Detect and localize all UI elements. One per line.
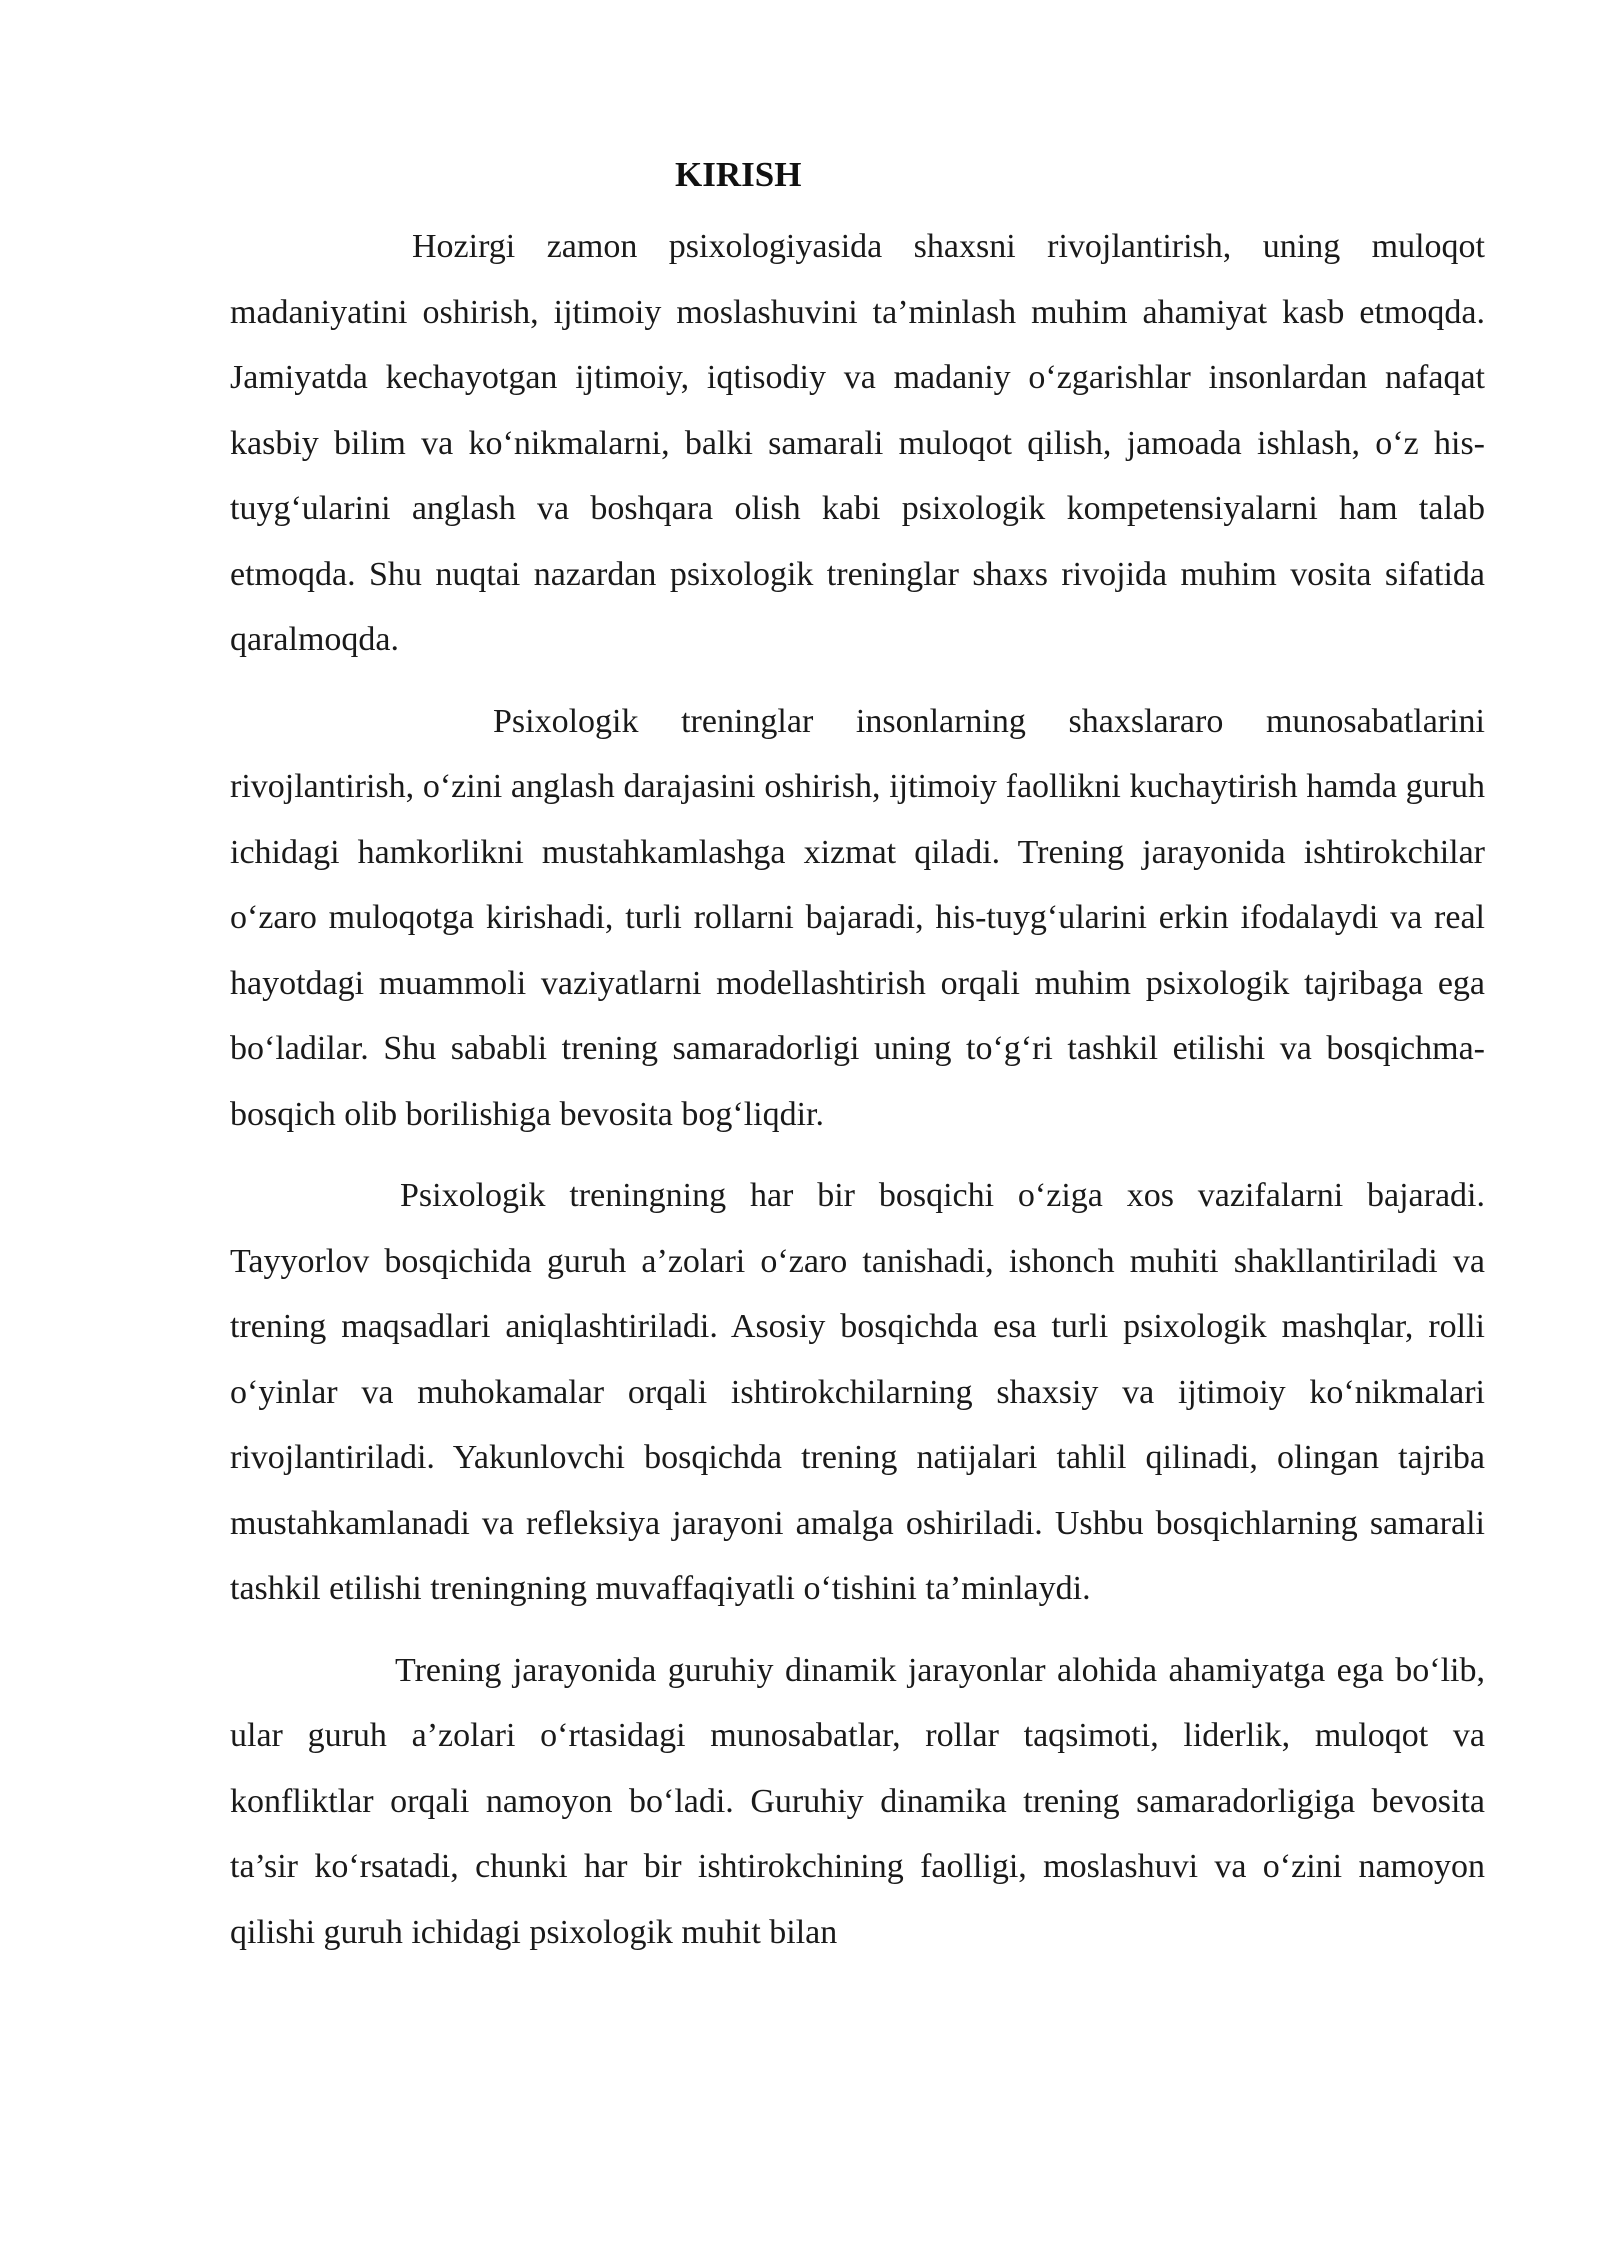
paragraph-2: Psixologik treninglar insonlarning shaxslararo munosabatlarini rivojlantirish, oʻzini anglash darajasini oshirish, ijtimoiy faollikni kuchaytirish hamda guruh ichidagi hamkorlikni mustahkamlashga xizmat qiladi. Trening jarayonida ishtirokchilar oʻzaro muloqotga kirishadi, turli rollarni bajaradi, his-tuygʻularini erkin ifodalaydi va real hayotdagi muammoli vaziyatlarni modellashtirish orqali muhim psixologik tajribaga ega boʻladilar. Shu sababli trening samaradorligi uning toʻgʻri tashkil etilishi va bosqichma-bosqich olib borilishiga bevosita bogʻliqdir.: [230, 702, 1485, 1133]
paragraph-3: Psixologik treningning har bir bosqichi oʻziga xos vazifalarni bajaradi. Tayyorlov bosqichida guruh a’zolari oʻzaro tanishadi, ishonch muhiti shakllantiriladi va trening maqsadlari aniqlashtiriladi. Asosiy bosqichda esa turli psixologik mashqlar, rolli oʻyinlar va muhokamalar orqali ishtirokchilarning shaxsiy va ijtimoiy koʻnikmalari rivojlantiriladi. Yakunlovchi bosqichda trening natijalari tahlil qilinadi, olingan tajriba mustahkamlanadi va refleksiya jarayoni amalga oshiriladi. Ushbu bosqichlarning samarali tashkil etilishi treningning muvaffaqiyatli oʻtishini ta’minlaydi.: [230, 1177, 1485, 1607]
document-body: [230, 150, 1485, 1981]
section-heading: KIRISH: [675, 155, 802, 194]
paragraph-4: Trening jarayonida guruhiy dinamik jarayonlar alohida ahamiyatga ega boʻlib, ular guruh a’zolari oʻrtasidagi munosabatlar, rollar taqsimoti, liderlik, muloqot va konfliktlar orqali namoyon boʻladi. Guruhiy dinamika trening samaradorligiga bevosita ta’sir koʻrsatadi, chunki har bir ishtirokchining faolligi, moslashuvi va oʻzini namoyon qilishi guruh ichidagi psixologik muhit bilan: [230, 1651, 1485, 1951]
paragraph-1: Hozirgi zamon psixologiyasida shaxsni rivojlantirish, uning muloqot madaniyatini oshirish, ijtimoiy moslashuvini ta’minlash muhim ahamiyat kasb etmoqda. Jamiyatda kechayotgan ijtimoiy, iqtisodiy va madaniy oʻzgarishlar insonlardan nafaqat kasbiy bilim va koʻnikmalarni, balki samarali muloqot qilish, jamoada ishlash, oʻz his-tuygʻularini anglash va boshqara olish kabi psixologik kompetensiyalarni ham talab etmoqda. Shu nuqtai nazardan psixologik treninglar shaxs rivojida muhim vosita sifatida qaralmoqda.: [230, 228, 1485, 658]
